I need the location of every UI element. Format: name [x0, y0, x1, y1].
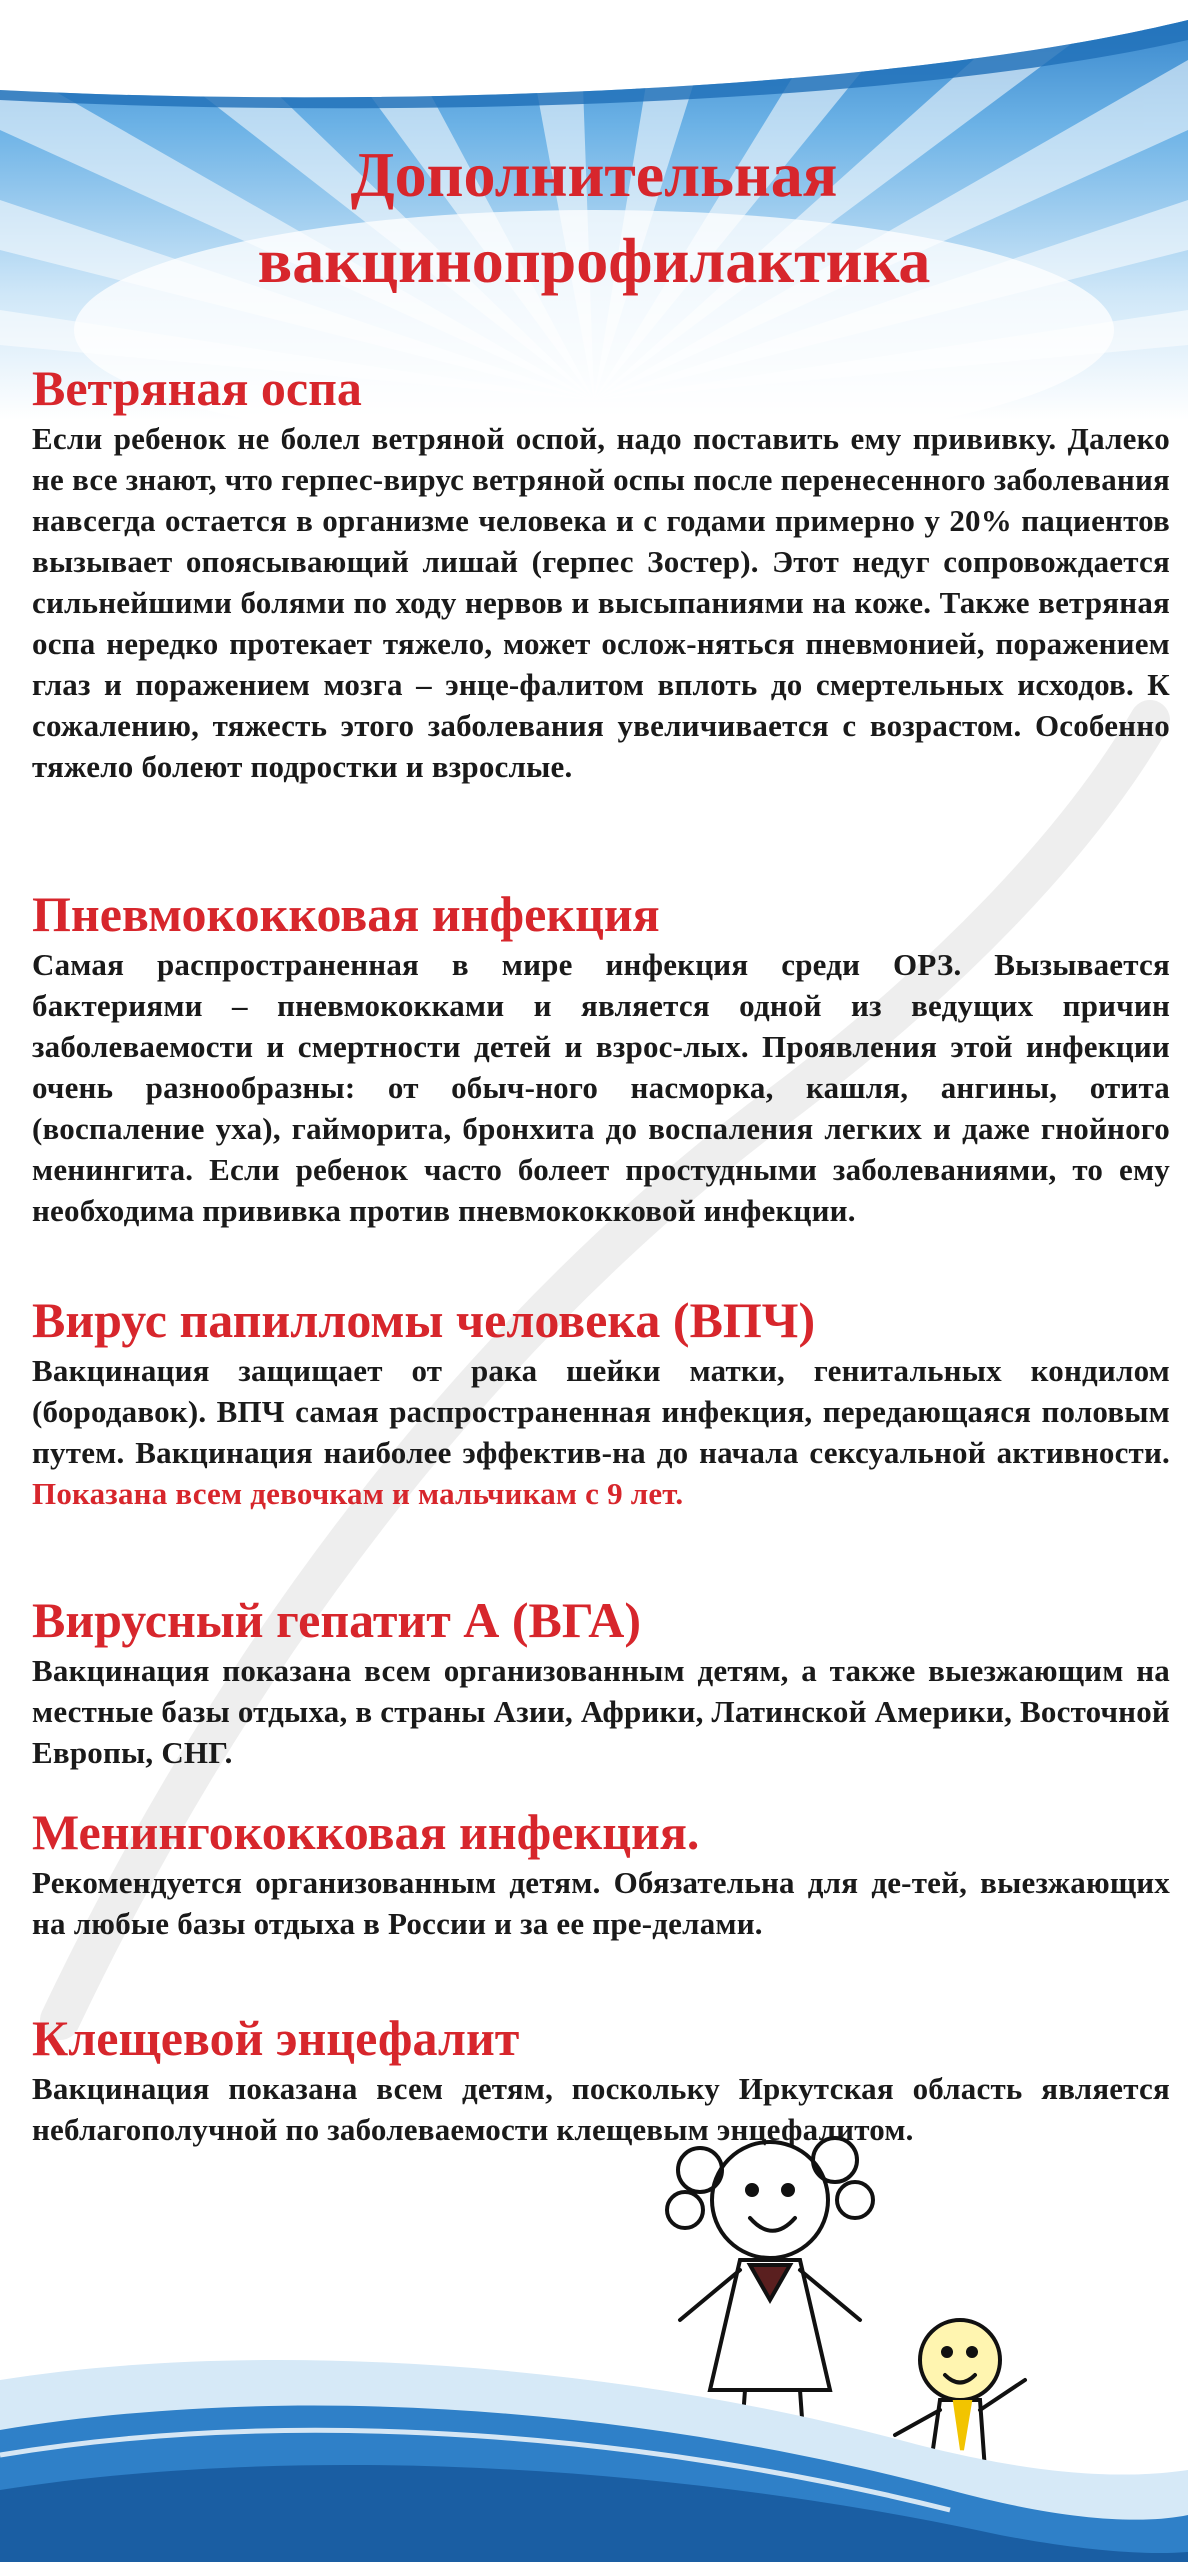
section-pneumococcal	[32, 884, 1170, 1231]
section-heading: Вирусный гепатит А (ВГА)	[32, 1592, 642, 1648]
section-heading: Клещевой энцефалит	[32, 2010, 520, 2066]
page-title	[0, 132, 1188, 304]
section-heading: Ветряная оспа	[32, 360, 362, 416]
section-hpv	[32, 1290, 1170, 1514]
section-text-main: Вакцинация защищает от рака шейки матки, генитальных кондилом (бородавок). ВПЧ самая распространенная инфекция, передающаяся половым путем. Вакцинация наиболее эффектив-на до начала сексуальной активности.	[32, 1353, 1170, 1470]
section-heading: Менингококковая инфекция.	[32, 1804, 700, 1860]
section-text: Самая распространенная в мире инфекция среди ОРЗ. Вызывается бактериями – пневмококками и является одной из ведущих причин заболеваемости и смертности детей и взрос-лых. Проявления этой инфекции очень разнообразны: от обыч-ного насморка, кашля, ангины, отита (воспаление уха), гайморита, бронхита до воспаления легких и даже гнойного менингита. Если ребенок часто болеет простудными заболеваниями, то ему необходима прививка против пневмококковой инфекции.	[32, 947, 1170, 1228]
top-wave-decoration	[0, 0, 1188, 110]
section-meningococcal	[32, 1802, 1170, 1944]
section-text: Вакцинация показана всем детям, поскольку Иркутская область является неблагополучной по заболеваемости клещевым энцефалитом.	[32, 2071, 1170, 2147]
section-text	[32, 1350, 1170, 1514]
title-line-1: Дополнительная	[350, 139, 838, 210]
section-text: Если ребенок не болел ветряной оспой, надо поставить ему прививку. Далеко не все знают, что герпес-вирус ветряной оспы после перенесенного заболевания навсегда остается в организме человека и с годами примерно у 20% пациентов вызывает опоясывающий лишай (герпес Зостер). Этот недуг сопровождается сильнейшими болями по ходу нервов и высыпаниями на коже. Также ветряная оспа нередко протекает тяжело, может ослож-няться пневмонией, поражением глаз и поражением мозга – энце-фалитом вплоть до смертельных исходов. К сожалению, тяжесть этого заболевания увеличивается с возрастом. Особенно тяжело болеют подростки и взрослые.	[32, 421, 1170, 784]
section-heading: Вирус папилломы человека (ВПЧ)	[32, 1292, 816, 1348]
section-chickenpox	[32, 358, 1170, 787]
section-text: Вакцинация показана всем организованным детям, а также выезжающим на местные базы отдыха, в страны Азии, Африки, Латинской Америки, Восточной Европы, СНГ.	[32, 1653, 1170, 1770]
footer-wave-decoration	[0, 2320, 1188, 2562]
title-line-2: вакцинопрофилактика	[257, 225, 931, 296]
section-hepatitis-a	[32, 1590, 1170, 1773]
section-heading: Пневмококковая инфекция	[32, 886, 660, 942]
section-text: Рекомендуется организованным детям. Обязательна для де-тей, выезжающих на любые базы отдыха в России и за ее пре-делами.	[32, 1865, 1170, 1941]
section-highlight: Показана всем девочкам и мальчикам с 9 лет.	[32, 1476, 684, 1511]
